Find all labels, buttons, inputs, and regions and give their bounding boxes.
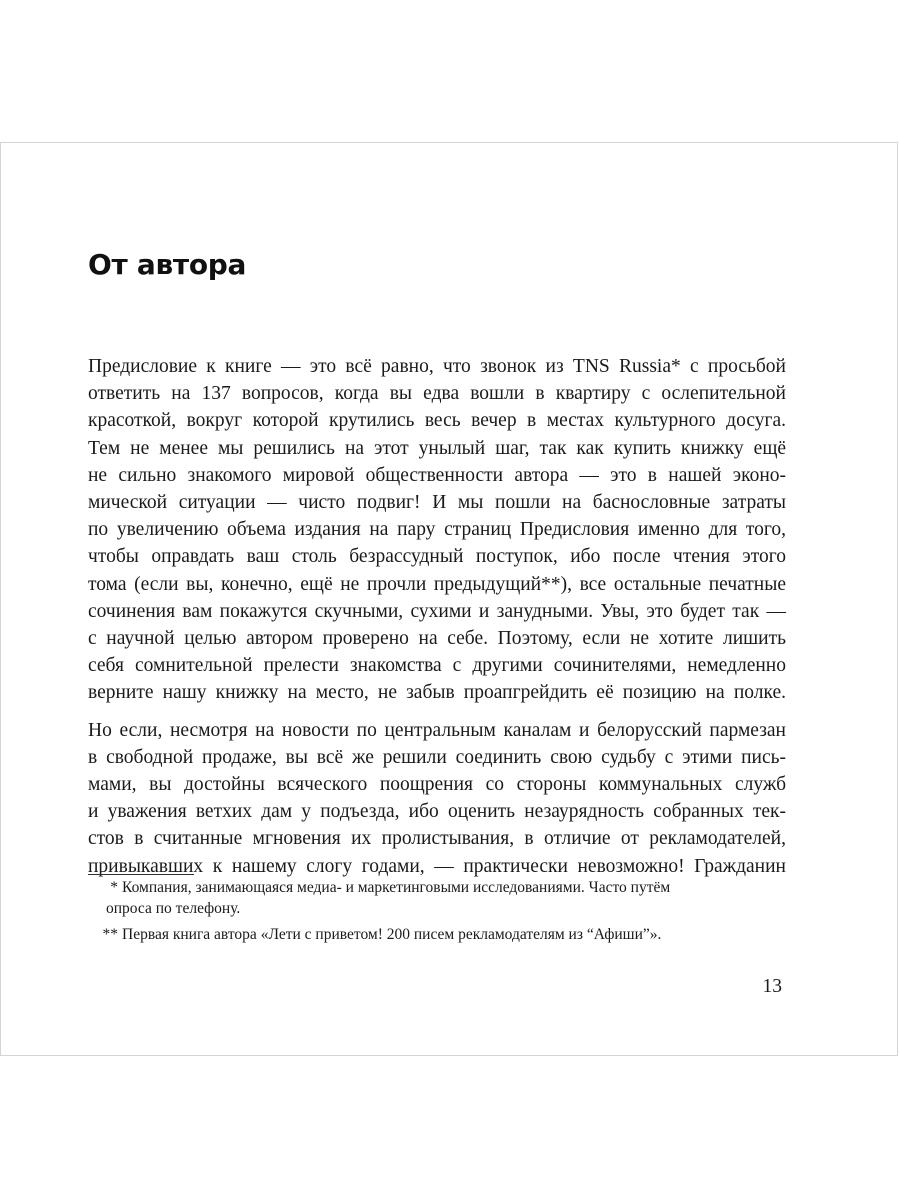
text-line: стов в считанные мгновения их пролистывания, в отличие от рекламодателей, (88, 828, 786, 850)
footnote-text: Первая книга автора «Лети с приветом! 200 писем рекламодателям из “Афиши”». (122, 926, 662, 943)
paragraph-1 (88, 353, 786, 707)
footnotes (88, 878, 786, 946)
text-line: чтобы оправдать ваш столь безрассудный поступок, ибо после чтения этого (88, 546, 786, 568)
text-line: по увеличению объема издания на пару страниц Предисловия именно для того, (88, 519, 786, 541)
text-line: Тем не менее мы решились на этот унылый шаг, так как купить книжку ещё (88, 437, 786, 459)
text-line: с научной целью автором проверено на себе. Поэтому, если не хотите лишить (88, 628, 786, 650)
text-line: мической ситуации — чисто подвиг! И мы пошли на баснословные затраты (88, 492, 786, 514)
text-line: не сильно знакомого мировой общественности автора — это в нашей эконо- (88, 464, 786, 486)
page-number: 13 (762, 976, 782, 997)
text-line: Предисловие к книге — это всё равно, что звонок из TNS Russia* с просьбой (88, 356, 786, 377)
paragraph-2 (88, 717, 786, 880)
footnote-marker: * (110, 879, 118, 896)
text-line: Но если, несмотря на новости по центральным каналам и белорусский пармезан (88, 719, 786, 741)
text-line: мами, вы достойны всяческого поощрения со стороны коммунальных служб (88, 774, 786, 796)
text-line: в свободной продаже, вы всё же решили соединить свою судьбу с этими пись- (88, 746, 786, 768)
text-line: тома (если вы, конечно, ещё не прочли предыдущий**), все остальные печатные (88, 573, 786, 595)
chapter-heading: От автора (88, 248, 247, 281)
footnote-2 (88, 925, 786, 946)
text-line: и уважения ветхих дам у подъезда, ибо оценить незаурядность собранных тек- (88, 801, 786, 823)
text-line: красоткой, вокруг которой крутились весь вечер в местах культурного досуга. (88, 410, 786, 432)
footnote-marker: ** (102, 926, 118, 943)
text-line: верните нашу книжку на место, не забыв проапгрейдить её позицию на полке. (88, 682, 786, 704)
body-text (88, 353, 786, 880)
text-line: себя сомнительной прелести знакомства с другими сочинителями, немедленно (88, 655, 786, 677)
footnote-divider (88, 874, 194, 875)
text-line: привыкавших к нашему слогу годами, — практически невозможно! Гражданин (88, 855, 786, 877)
footnote-text-continued: опроса по телефону. (106, 899, 241, 917)
text-line: ответить на 137 вопросов, когда вы едва вошли в квартиру с ослепительной (88, 383, 786, 405)
text-line: сочинения вам покажутся скучными, сухими и занудными. Увы, это будет так — (88, 600, 786, 622)
footnote-text: Компания, занимающаяся медиа- и маркетинговыми исследованиями. Часто путём (122, 879, 671, 896)
footnote-1 (88, 878, 786, 919)
